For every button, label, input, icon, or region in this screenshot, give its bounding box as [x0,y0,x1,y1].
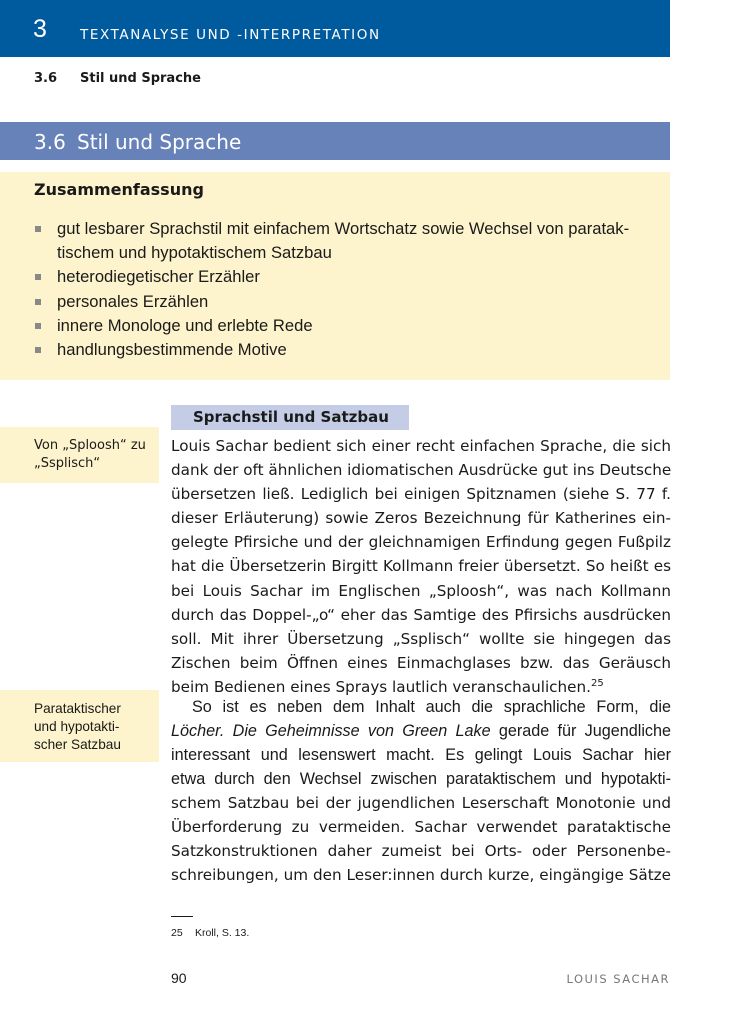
text-line: Überforderung zu vermeiden. Sachar verwendet parataktische [171,818,671,837]
text-line: Louis Sachar bedient sich einer recht einfachen Sprache, die sich [171,437,671,455]
book-title: Löcher. Die Geheimnisse von Green Lake [171,722,491,741]
footer-author: LOUIS SACHAR [566,972,670,986]
text-line: etwa durch den Wechsel zwischen parataktischem und hypotakti- [171,770,671,789]
text-line: Löcher. Die Geheimnisse von Green Lake gerade für Jugendliche [171,722,672,741]
running-section-number: 3.6 [34,71,58,86]
summary-title: Zusammenfassung [34,180,204,199]
footnote-number: 25 [171,927,183,939]
margin-note-line: scher Satzbau [34,737,121,752]
square-bullet-icon [35,226,41,232]
footnote-reference[interactable]: 25 [590,677,604,689]
square-bullet-icon [35,299,41,305]
page-number: 90 [171,970,187,986]
section-title: Stil und Sprache [77,130,242,154]
text-line: durch das Doppel-„o“ eher das Samtige des Pfirsichs ausdrücken [171,605,671,624]
text-line: soll. Mit ihrer Übersetzung „Ssplisch“ wollte sie hingegen das [171,629,671,648]
paragraph-1 [171,434,671,699]
text-line: schem Satzbau bei der jugendlichen Leserschaft Monotonie und [171,794,671,812]
text-line: Zischen beim Öffnen eines Einmachglases bzw. das Geräusch [171,653,671,672]
chapter-title: TEXTANALYSE UND -INTERPRETATION [80,27,381,43]
footnote-divider [171,916,193,917]
summary-box [0,172,670,380]
margin-note-sploosh [0,427,159,483]
section-number: 3.6 [34,130,66,154]
square-bullet-icon [35,274,41,280]
text-line: hat die Übersetzerin Birgitt Kollmann freier übersetzt. So heißt es [171,557,671,576]
margin-note-line: Parataktischer [34,701,121,716]
subheading-box [171,405,409,430]
text-line: übersetzen ließ. Lediglich bei einigen Spitznamen (siehe S. 77 f. [171,485,671,504]
summary-item: personales Erzählen [34,290,664,314]
summary-item: innere Monologe und erlebte Rede [34,314,664,338]
summary-item: gut lesbarer Sprachstil mit einfachem Wortschatz sowie Wechsel von paratak- [34,217,664,241]
text-line: bei Louis Sachar im Englischen „Sploosh“, was nach Kollmann [171,581,671,600]
section-heading-bar [0,122,670,160]
summary-item-continuation: tischem und hypotaktischem Satzbau [57,243,332,263]
text-line: Satzkonstruktionen daher zumeist bei Orts- oder Personenbe- [171,842,671,861]
text-line: beim Bedienen eines Sprays lautlich veranschaulichen.$^{25}$ [171,677,604,696]
text-line: interessant und lesenswert macht. Es gelingt Louis Sachar hier [171,746,671,765]
text-line: schreibungen, um den Leser:innen durch kurze, eingängige Sätze [171,866,671,885]
square-bullet-icon [35,323,41,329]
text-line: So ist es neben dem Inhalt auch die sprachliche Form, die [192,698,671,716]
paragraph-2 [171,695,671,791]
margin-note-line: Von „Sploosh“ zu [34,438,146,453]
subheading: Sprachstil und Satzbau [193,408,389,426]
text-line: dank der oft ähnlichen idiomatischen Ausdrücke gut ins Deutsche [171,461,672,480]
running-section-title: Stil und Sprache [80,71,201,86]
paragraph-3 [171,791,671,887]
summary-list [34,217,664,362]
text-line: gelegte Pfirsiche und der gleichnamigen Erfindung gegen Fußpilz [171,533,671,552]
margin-note-line: und hypotakti- [34,719,120,734]
footnote-text: Kroll, S. 13. [195,927,250,939]
summary-item: heterodiegetischer Erzähler [34,265,664,289]
chapter-header-band [0,0,670,57]
text-line: dieser Erläuterung) sowie Zeros Bezeichnung für Katherines ein- [171,509,671,528]
footnote [171,927,249,939]
margin-note-satzbau [0,690,159,762]
chapter-number: 3 [33,15,47,43]
margin-note-line: „Ssplisch“ [34,456,101,471]
square-bullet-icon [35,347,41,353]
summary-item: handlungsbestimmende Motive [34,338,664,362]
